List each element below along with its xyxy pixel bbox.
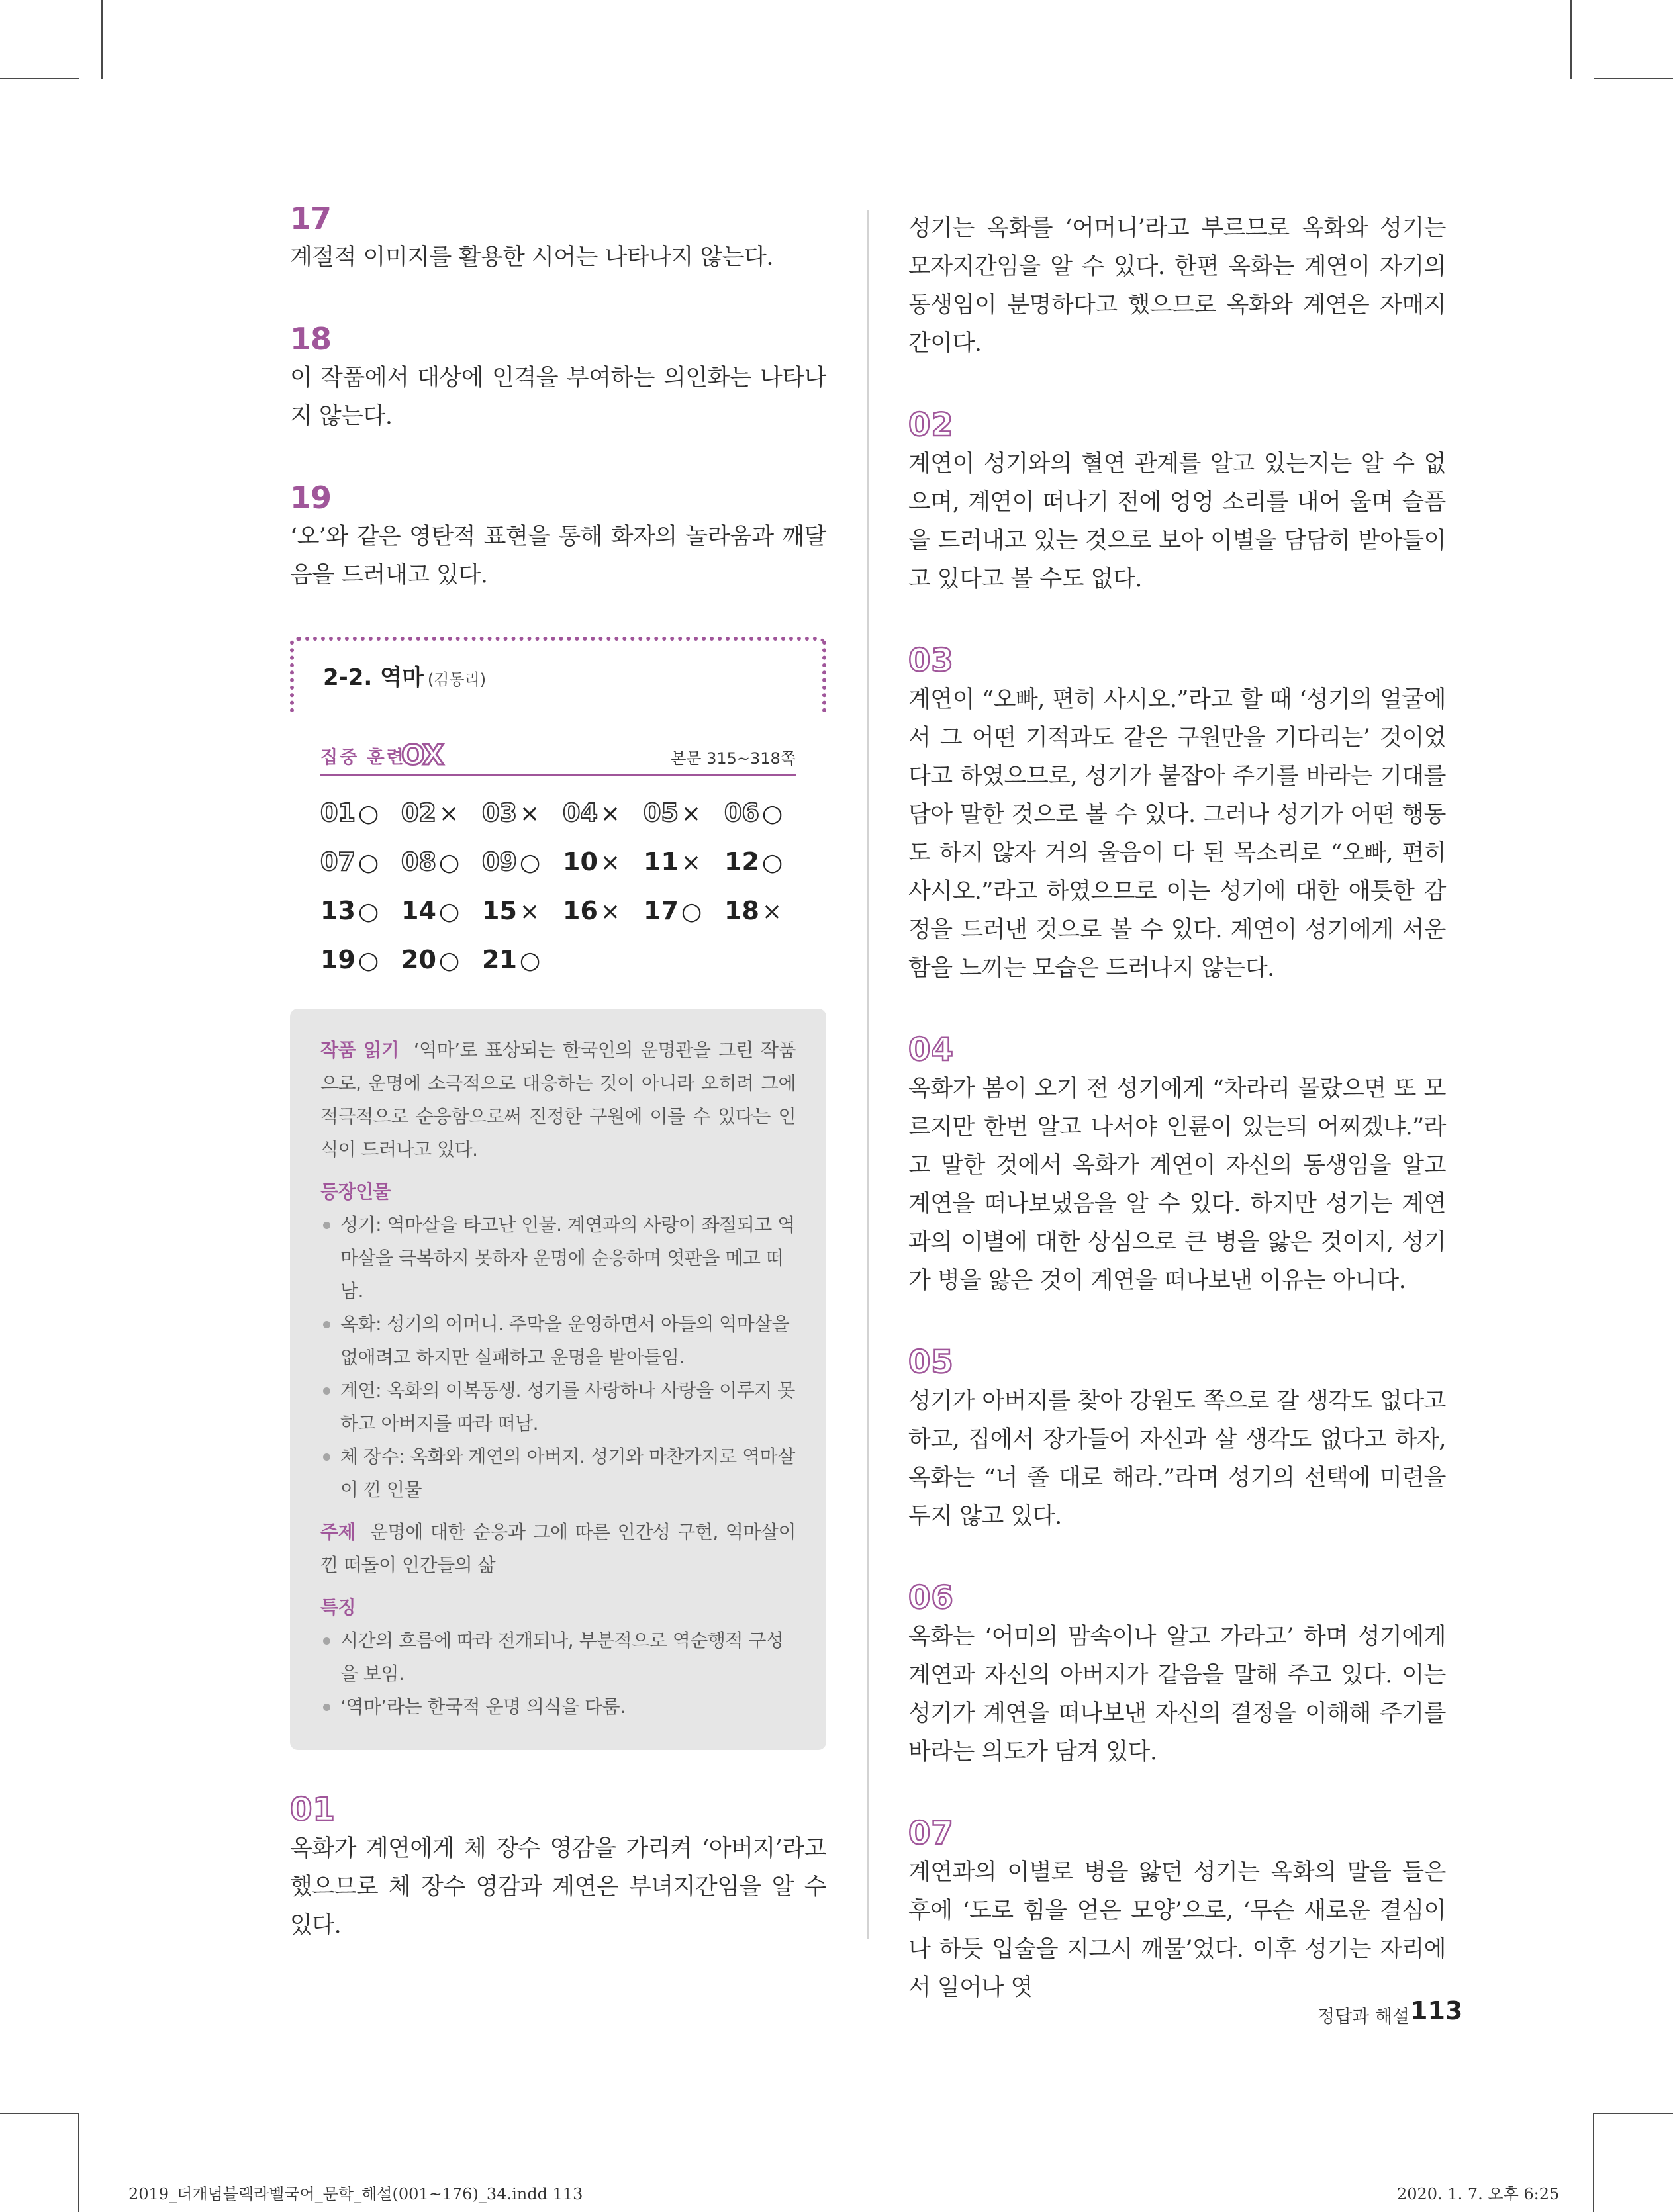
crop-mark	[78, 2113, 79, 2212]
item-text: 옥화가 계연에게 체 장수 영감을 가리켜 ‘아버지’라고 했으므로 체 장수 영감과 계연은 부녀지간임을 알 수 있다.	[290, 1835, 826, 1939]
item-number: 02	[908, 406, 954, 443]
answer-mark: ×	[600, 898, 621, 925]
answer-number: 05	[644, 798, 679, 827]
answer-grid	[320, 792, 796, 981]
answer-item-17	[290, 199, 826, 277]
answer-cell	[563, 841, 644, 883]
answer-mark: ○	[358, 800, 379, 827]
item-text: ‘오’와 같은 영탄적 표현을 통해 화자의 놀라움과 깨달음을 드러내고 있다.	[290, 524, 826, 588]
answer-mark: ×	[600, 800, 621, 827]
item-number: 07	[908, 1815, 954, 1852]
item-number: 19	[290, 480, 332, 516]
answer-item-05	[908, 1342, 1446, 1536]
item-text: 계연이 성기와의 혈연 관계를 알고 있는지는 알 수 없으며, 계연이 떠나기 전에 엉엉 소리를 내어 울며 슬픔을 드러내고 있는 것으로 보아 이별을 담담히 받아들이고 있다고 볼 수도 없다.	[908, 451, 1446, 592]
features-list	[320, 1624, 796, 1724]
crop-mark	[0, 78, 79, 79]
answer-number: 10	[563, 847, 598, 876]
features-label: 특징	[320, 1596, 356, 1618]
section-title: 2-2. 역마 (김동리)	[323, 665, 487, 691]
intro-text: 성기는 옥화를 ‘어머니’라고 부르므로 옥화와 성기는 모자지간임을 알 수 있다. 한편 옥화는 계연이 자기의 동생임이 분명하다고 했으므로 옥화와 계연은 자매지간이다.	[908, 215, 1446, 357]
answer-item-02	[908, 405, 1446, 598]
answer-cell	[644, 792, 724, 834]
answer-item-07	[908, 1814, 1446, 2007]
answer-cell	[482, 792, 563, 834]
answer-number: 21	[482, 945, 517, 974]
theme-text: 운명에 대한 순응과 그에 따른 인간성 구현, 역마살이 낀 떠돌이 인간들의 삶	[320, 1521, 796, 1576]
answer-mark: ○	[761, 800, 783, 827]
answer-number: 03	[482, 798, 517, 827]
answer-number: 11	[644, 847, 679, 876]
answer-cell	[482, 890, 563, 932]
answer-item-18	[290, 319, 826, 436]
answer-cell	[724, 890, 805, 932]
reading-text: ‘역마’로 표상되는 한국인의 운명관을 그린 작품으로, 운명에 소극적으로 대응하는 것이 아니라 오히려 그에 적극적으로 순응함으로써 진정한 구원에 이를 수 있다는 인식이 드러나고 있다.	[320, 1039, 796, 1160]
answer-mark: ○	[438, 947, 460, 974]
answer-cell	[401, 890, 482, 932]
answer-number: 17	[644, 896, 679, 925]
training-label: 집중 훈련	[320, 747, 406, 768]
item-number: 04	[908, 1031, 954, 1068]
print-slug-file: 2019_더개념블랙라벨국어_문학_해설(001~176)_34.indd 113	[128, 2185, 583, 2203]
item-number: 06	[908, 1579, 954, 1616]
item-text: 옥화는 ‘어미의 맘속이나 알고 가라고’ 하며 성기에게 계연과 자신의 아버지가 같음을 말해 주고 있다. 이는 성기가 계연을 떠나보낸 자신의 결정을 이해해 주기를 바라는 의도가 담겨 있다.	[908, 1624, 1446, 1765]
ox-logo-icon: OX	[401, 739, 443, 771]
answer-item-01	[290, 1790, 826, 1945]
answer-mark: ○	[681, 898, 702, 925]
answer-cell	[724, 792, 805, 834]
left-column	[290, 199, 826, 1945]
answer-number: 18	[724, 896, 759, 925]
list-item: 체 장수: 옥화와 계연의 아버지. 성기와 마찬가지로 역마살이 낀 인물	[320, 1440, 796, 1506]
answer-number: 12	[724, 847, 759, 876]
characters-list	[320, 1209, 796, 1506]
answer-cell	[320, 939, 401, 981]
answer-item-04	[908, 1030, 1446, 1300]
answer-mark: ×	[761, 898, 783, 925]
print-slug-date: 2020. 1. 7. 오후 6:25	[1397, 2185, 1560, 2203]
answer-mark: ×	[519, 800, 540, 827]
answer-number: 04	[563, 798, 598, 827]
right-column	[908, 209, 1446, 2049]
crop-mark	[1594, 2113, 1673, 2114]
answer-number: 06	[724, 798, 759, 827]
answer-number: 15	[482, 896, 517, 925]
answer-item-06	[908, 1578, 1446, 1771]
item-number: 01	[290, 1791, 336, 1828]
crop-mark	[101, 0, 103, 79]
list-item: 옥화: 성기의 어머니. 주막을 운영하면서 아들의 역마살을 없애려고 하지만 실패하고 운명을 받아들임.	[320, 1308, 796, 1374]
answer-number: 20	[401, 945, 436, 974]
list-item: 계연: 옥화의 이복동생. 성기를 사랑하나 사랑을 이루지 못하고 아버지를 따라 떠남.	[320, 1374, 796, 1440]
answer-number: 14	[401, 896, 436, 925]
item-number: 18	[290, 321, 332, 357]
item-text: 옥화가 봄이 오기 전 성기에게 “차라리 몰랐으면 또 모르지만 한번 알고 나서야 인륜이 있는듸 어찌겠냐.”라고 말한 것에서 옥화가 계연이 자신의 동생임을 알고 계연을 떠나보냈음을 알 수 있다. 하지만 성기는 계연과의 이별에 대한 상심으로 큰 병을 앓은 것이지, 성기가 병을 앓은 것이 계연을 떠나보낸 이유는 아니다.	[908, 1076, 1446, 1294]
answer-cell	[482, 939, 563, 981]
crop-mark	[1570, 0, 1572, 79]
answer-mark: ○	[438, 849, 460, 876]
answer-mark: ○	[761, 849, 783, 876]
item-text: 계절적 이미지를 활용한 시어는 나타나지 않는다.	[290, 244, 773, 271]
crop-mark	[0, 2113, 79, 2114]
page-number: 113	[1410, 1996, 1463, 2025]
answer-mark: ×	[681, 800, 702, 827]
training-page-ref: 본문 315~318쪽	[671, 749, 796, 768]
answer-cell	[401, 841, 482, 883]
list-item: ‘역마’라는 한국적 운명 의식을 다룸.	[320, 1690, 796, 1724]
answer-mark: ○	[438, 898, 460, 925]
answer-mark: ○	[358, 898, 379, 925]
answer-number: 02	[401, 798, 436, 827]
answer-mark: ×	[681, 849, 702, 876]
theme-label: 주제	[320, 1521, 356, 1543]
answer-number: 07	[320, 847, 356, 876]
column-divider	[867, 210, 869, 1939]
item-text: 이 작품에서 대상에 인격을 부여하는 의인화는 나타나지 않는다.	[290, 365, 826, 430]
answer-number: 09	[482, 847, 517, 876]
work-reading	[320, 1034, 796, 1166]
answer-cell	[320, 890, 401, 932]
reading-label: 작품 읽기	[320, 1039, 399, 1061]
answer-cell	[563, 792, 644, 834]
answer-item-03	[908, 641, 1446, 988]
footer-label: 정답과 해설	[1317, 2007, 1410, 2027]
characters-label: 등장인물	[320, 1181, 391, 1203]
answer-cell	[320, 792, 401, 834]
section-author: (김동리)	[427, 670, 487, 689]
answer-mark: ○	[519, 849, 541, 876]
work-theme	[320, 1516, 796, 1582]
answer-cell	[724, 841, 805, 883]
item-number: 17	[290, 201, 332, 236]
answer-mark: ×	[438, 800, 459, 827]
answer-mark: ○	[358, 849, 379, 876]
answer-cell	[401, 939, 482, 981]
item-text: 성기가 아버지를 찾아 강원도 쪽으로 갈 생각도 없다고 하고, 집에서 장가들어 자신과 살 생각도 없다고 하자, 옥화는 “너 졸 대로 해라.”라며 성기의 선택에 미련을 두지 않고 있다.	[908, 1388, 1446, 1530]
answer-mark: ×	[519, 898, 540, 925]
answer-cell	[644, 841, 724, 883]
answer-number: 08	[401, 847, 436, 876]
answer-mark: ○	[519, 947, 541, 974]
answer-number: 19	[320, 945, 356, 974]
answer-number: 01	[320, 798, 356, 827]
answer-cell	[320, 841, 401, 883]
item-number: 03	[908, 642, 954, 679]
answer-number: 16	[563, 896, 598, 925]
list-item: 성기: 역마살을 타고난 인물. 계연과의 사랑이 좌절되고 역마살을 극복하지 못하자 운명에 순응하며 엿판을 메고 떠남.	[320, 1209, 796, 1308]
answer-item-19	[290, 478, 826, 594]
item-text: 계연이 “오빠, 편히 사시오.”라고 할 때 ‘성기의 얼굴에서 그 어떤 기적과도 같은 구원만을 기다리는’ 것이었다고 하였으므로, 성기가 붙잡아 주기를 바라는 기대를 담아 말한 것으로 볼 수 있다. 그러나 성기가 어떤 행동도 하지 않자 거의 울음이 다 된 목소리로 “오빠, 편히 사시오.”라고 하였으므로 이는 성기에 대한 애틋한 감정을 드러낸 것으로 볼 수 있다. 계연이 성기에게 서운함을 느끼는 모습은 드러나지 않는다.	[908, 686, 1446, 982]
item-text: 계연과의 이별로 병을 앓던 성기는 옥화의 말을 들은 후에 ‘도로 힘을 얻은 모양’으로, ‘무슨 새로운 결심이나 하듯 입술을 지그시 깨물’었다. 이후 성기는 자리에서 일어나 엿	[908, 1859, 1446, 2001]
training-header	[320, 740, 796, 776]
answer-cell	[644, 890, 724, 932]
crop-mark	[1594, 78, 1673, 79]
work-info-box	[290, 1009, 826, 1750]
answer-number: 13	[320, 896, 356, 925]
answer-mark: ×	[600, 849, 621, 876]
answer-cell	[401, 792, 482, 834]
answer-cell	[482, 841, 563, 883]
crop-mark	[1593, 2113, 1594, 2212]
item-number: 05	[908, 1344, 954, 1381]
answer-cell	[563, 890, 644, 932]
answer-mark: ○	[358, 947, 379, 974]
list-item: 시간의 흐름에 따라 전개되나, 부분적으로 역순행적 구성을 보임.	[320, 1624, 796, 1690]
section-header-box	[290, 637, 826, 716]
